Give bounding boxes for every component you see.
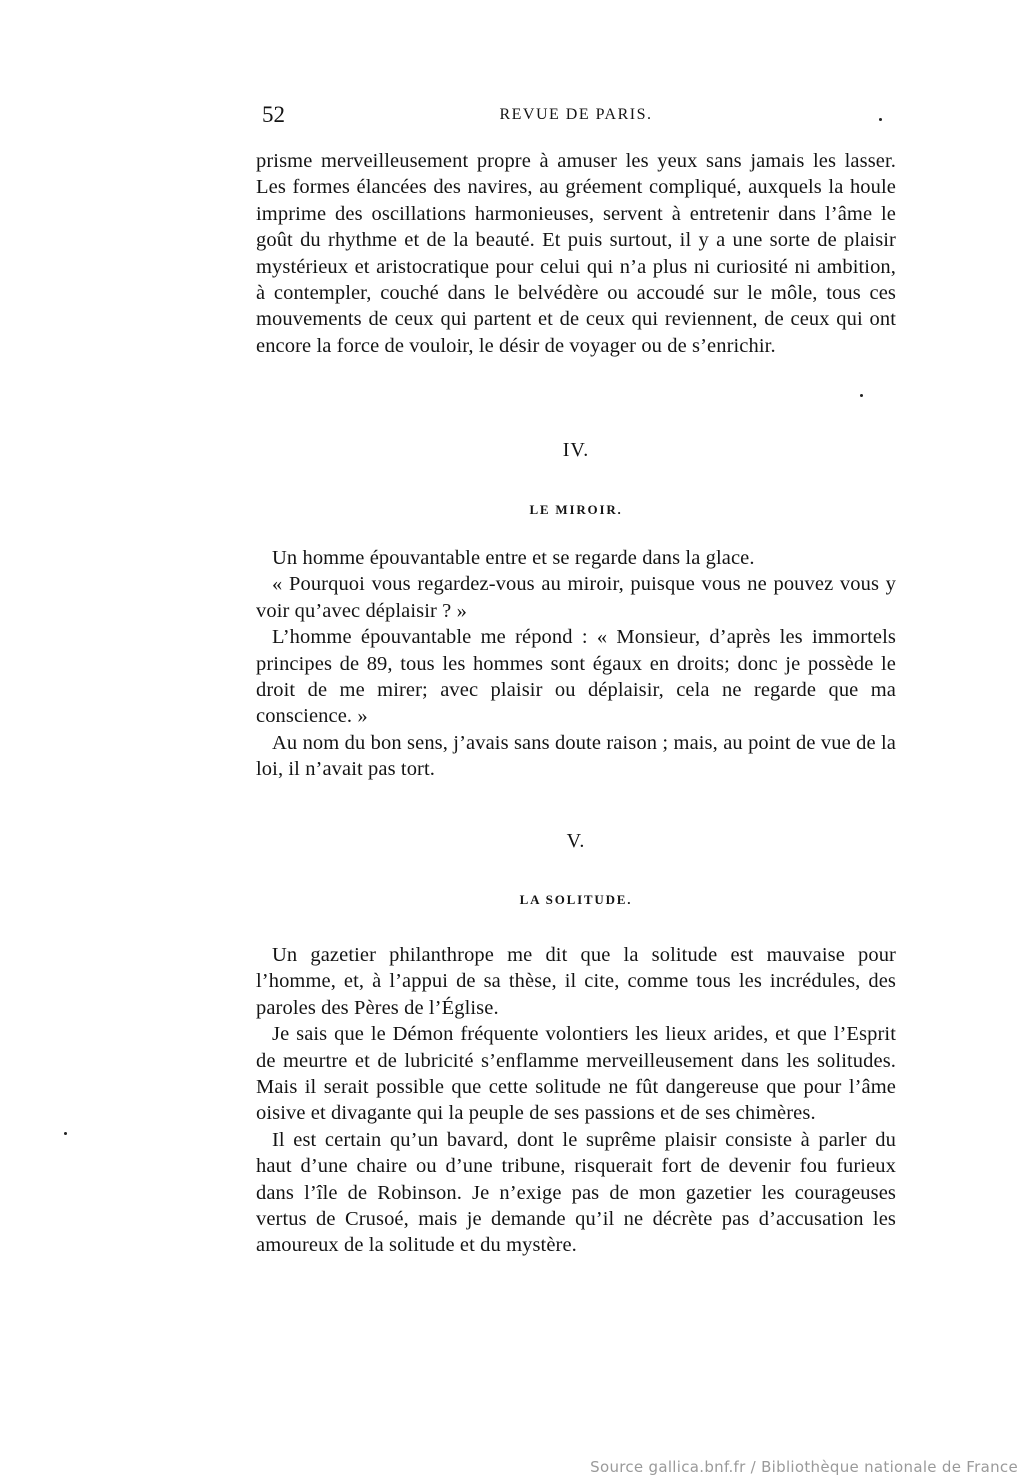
paragraph: Il est certain qu’un bavard, dont le suprême plaisir consiste à parler du haut d’une chaire ou d’une tribune, risquerait fort de devenir fou furieux dans l’île de Robinson. Je n’exige pas de mon gazetier les courageuses vertus de Crusoé, mais je demande qu’il ne décrète pas d’accusation les amoureux de la solitude et du mystère. — [256, 1128, 896, 1257]
print-speck — [860, 394, 863, 397]
section-iv-body — [256, 545, 896, 783]
running-title: REVUE DE PARIS. — [499, 106, 653, 123]
section-v-title: LA SOLITUDE. — [519, 892, 633, 907]
paragraph: Je sais que le Démon fréquente volontiers les lieux arides, et que l’Esprit de meurtre et de lubricité s’enflamme merveilleusement dans les solitudes. Mais il serait possible que cette solitude ne fût dangereuse que pour l’âme oisive et divagante qui la peuple de ses passions et de ses chimères. — [256, 1023, 896, 1125]
paragraph: « Pourquoi vous regardez-vous au miroir, puisque vous ne pouvez vous y voir qu’avec déplaisir ? » — [256, 573, 896, 622]
section-iv-title: LE MIROIR. — [529, 502, 623, 517]
page-header — [262, 102, 890, 132]
paragraph: Au nom du bon sens, j’avais sans doute raison ; mais, au point de vue de la loi, il n’avait pas tort. — [256, 731, 896, 781]
source-attribution: Source gallica.bnf.fr / Bibliothèque nationale de France — [590, 1458, 1018, 1476]
print-speck — [879, 118, 882, 121]
section-v-body — [256, 942, 896, 1259]
page-number: 52 — [262, 102, 285, 127]
section-v-numeral: V. — [566, 830, 586, 852]
section-iv-numeral: IV. — [562, 439, 590, 461]
continuation-text — [256, 148, 896, 359]
paragraph: Un homme épouvantable entre et se regarde dans la glace. — [272, 547, 755, 569]
paragraph: L’homme épouvantable me répond : « Monsieur, d’après les immortels principes de 89, tous les hommes sont égaux en droits; donc je possède le droit de me mirer; avec plaisir ou déplaisir, cela ne regarde que ma conscience. » — [256, 626, 896, 728]
paragraph: Un gazetier philanthrope me dit que la solitude est mauvaise pour l’homme, et, à l’appui de sa thèse, il cite, comme tous les incrédules, des paroles des Pères de l’Église. — [256, 944, 896, 1019]
print-speck — [64, 1132, 67, 1135]
paragraph: prisme merveilleusement propre à amuser les yeux sans jamais les lasser. Les formes élancées des navires, au gréement compliqué, auxquels la houle imprime des oscillations harmonieuses, servent à entretenir dans l’âme le goût du rhythme et de la beauté. Et puis surtout, il y a une sorte de plaisir mystérieux et aristocratique pour celui qui n’a plus ni curiosité ni ambition, à contempler, couché dans le belvédère ou accoudé sur le môle, tous ces mouvements de ceux qui partent et de ceux qui reviennent, de ceux qui ont encore la force de vouloir, le désir de voyager ou de s’enrichir. — [256, 150, 896, 357]
